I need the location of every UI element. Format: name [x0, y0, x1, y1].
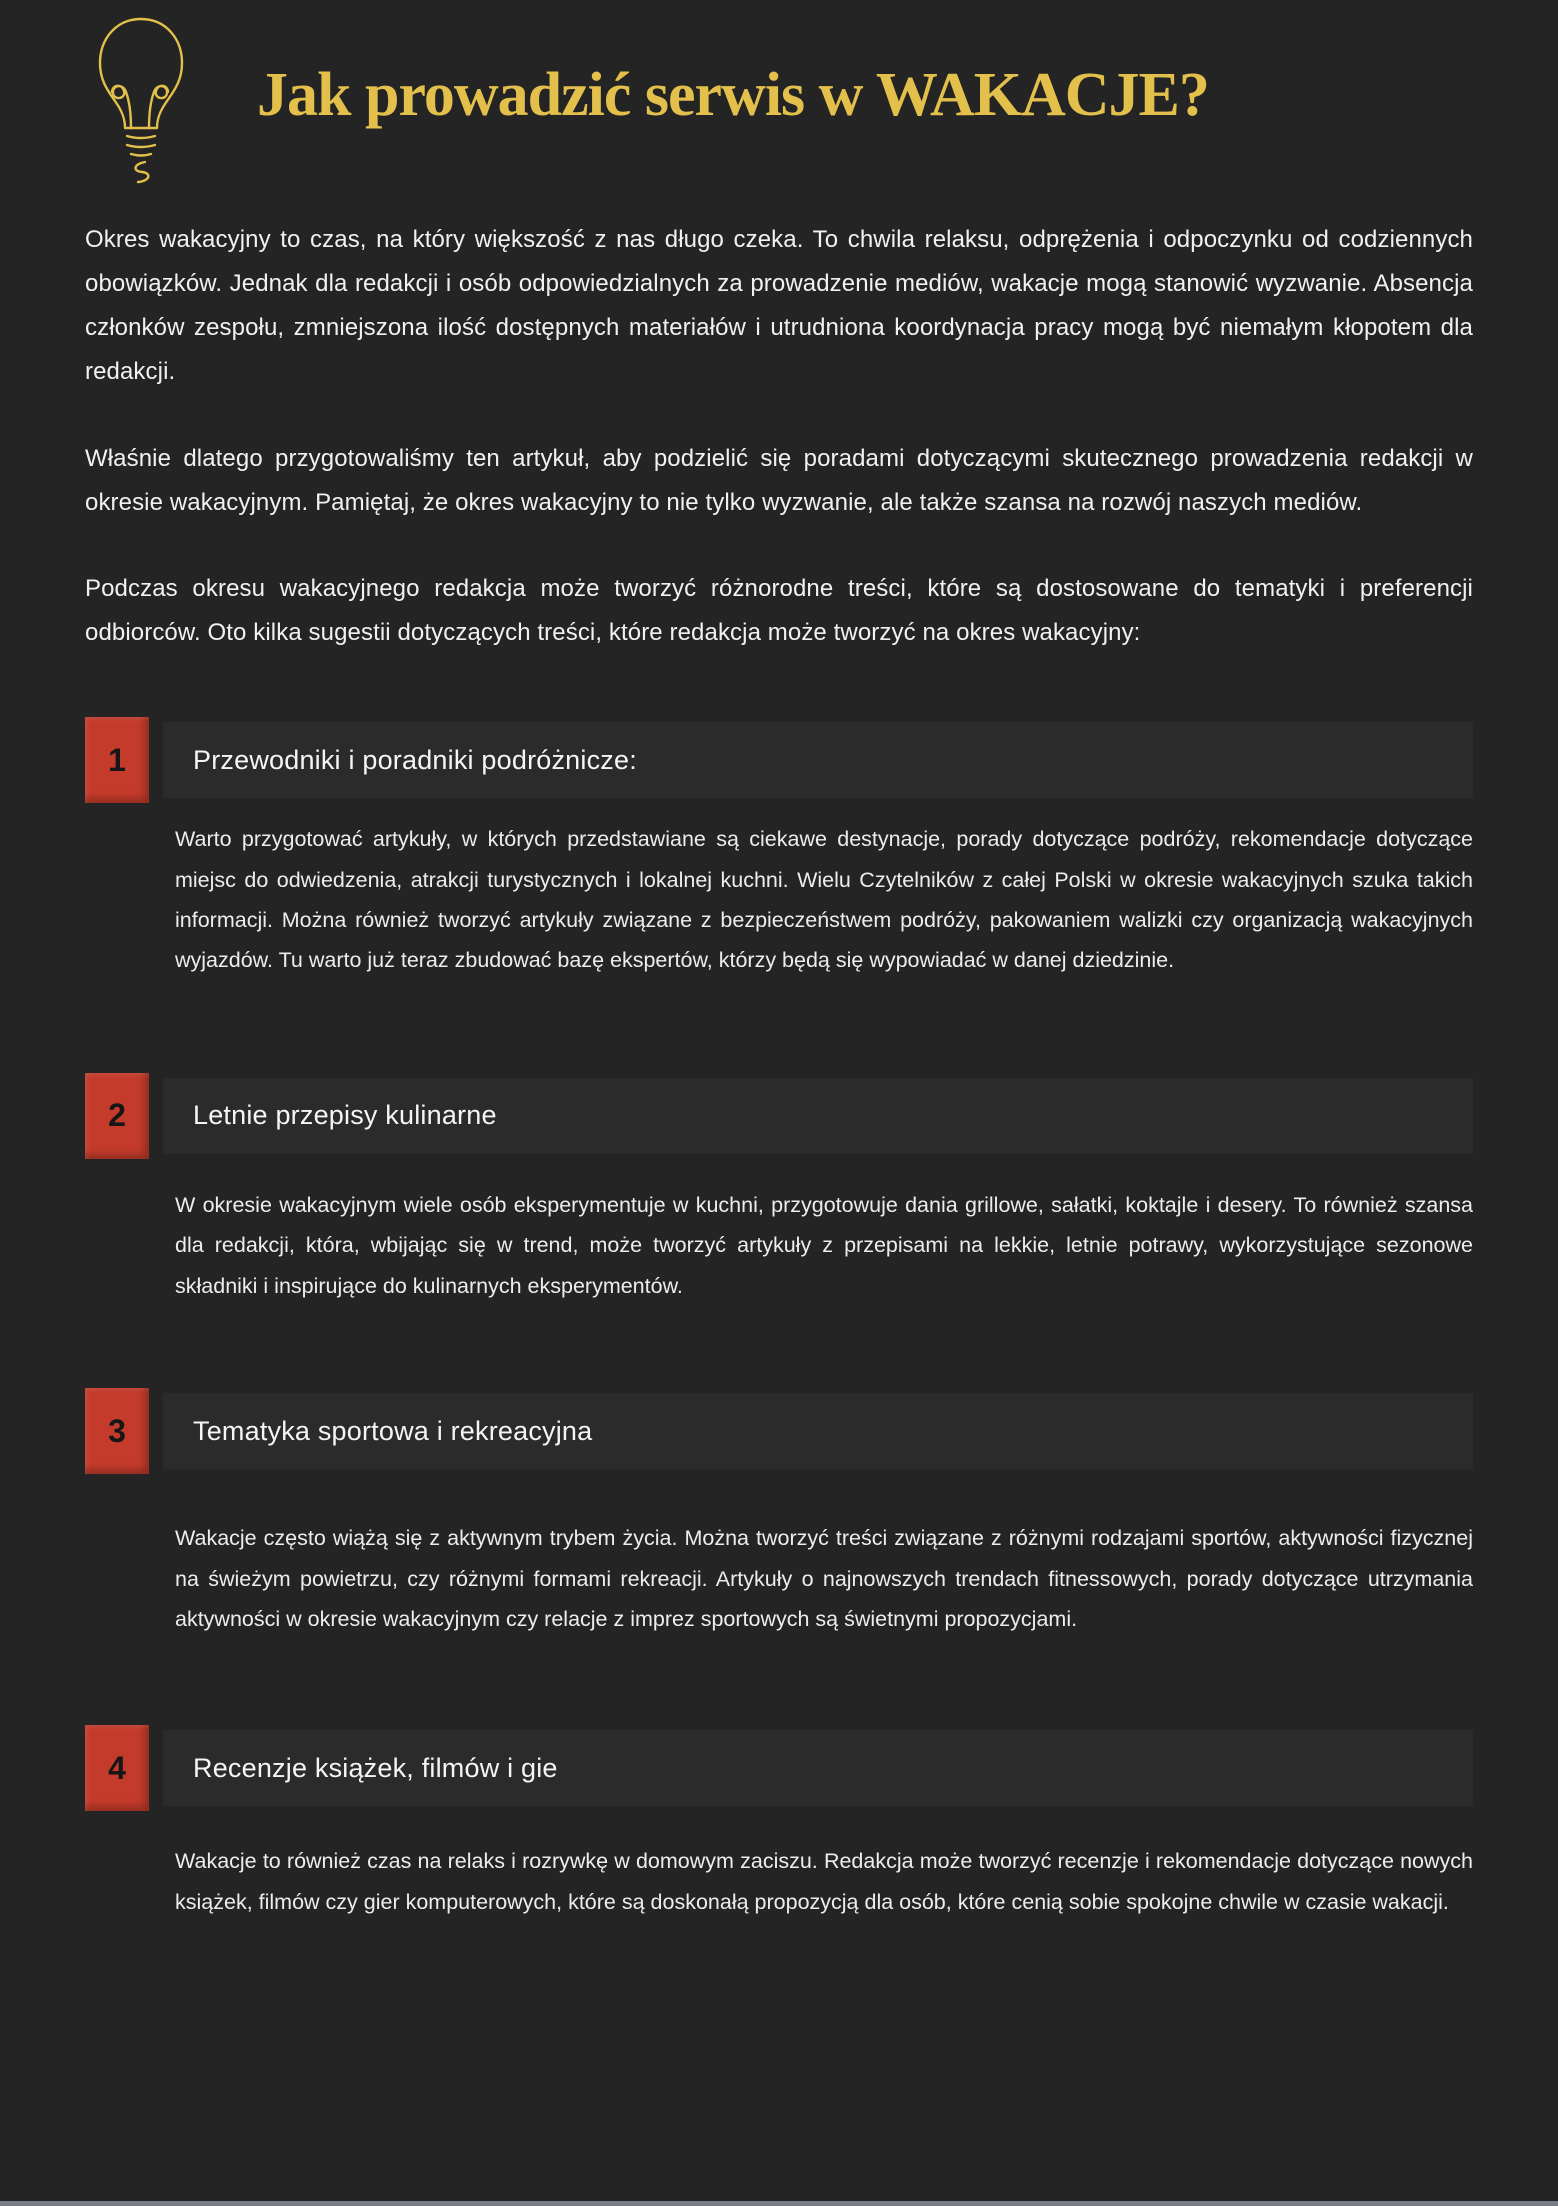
intro-paragraph-3: Podczas okresu wakacyjnego redakcja może tworzyć różnorodne treści, które są dostosowane do tematyki i preferencji odbiorców. Oto kilka sugestii dotyczących treści, które redakcja może tworzyć na okres wakacyjny:: [85, 574, 1473, 647]
section-4-title: Recenzje książek, filmów i gie: [193, 1752, 558, 1783]
section-1: [85, 717, 1473, 981]
intro-paragraph-2: Właśnie dlatego przygotowaliśmy ten artykuł, aby podzielić się poradami dotyczącymi skutecznego prowadzenia redakcji w okresie wakacyjnym. Pamiętaj, że okres wakacyjny to nie tylko wyzwanie, ale także szansa na rozwój naszych mediów.: [85, 444, 1473, 516]
section-2-body: W okresie wakacyjnym wiele osób eksperymentuje w kuchni, przygotowuje dania grillowe, sałatki, koktajle i desery. To również szansa dla redakcji, która, wbijając się w trend, może tworzyć artykuły z przepisami na lekkie, letnie potrawy, wykorzystujące sezonowe składniki i inspirujące do kulinarnych eksperymentów.: [175, 1192, 1473, 1298]
section-3: [85, 1388, 1473, 1639]
section-2: [85, 1073, 1473, 1306]
section-3-number-badge: 3: [85, 1388, 149, 1474]
section-2-number-badge: 2: [85, 1073, 149, 1159]
section-2-title: Letnie przepisy kulinarne: [193, 1100, 497, 1131]
intro-paragraph-1: Okres wakacyjny to czas, na który większość z nas długo czeka. To chwila relaksu, odprężenia i odpoczynku od codziennych obowiązków. Jednak dla redakcji i osób odpowiedzialnych za prowadzenie mediów, wakacje mogą stanowić wyzwanie. Absencja członków zespołu, zmniejszona ilość dostępnych materiałów i utrudniona koordynacja pracy mogą być niemałym kłopotem dla redakcji.: [85, 226, 1473, 386]
section-1-number-badge: 1: [85, 717, 149, 803]
section-4-body: Wakacje to również czas na relaks i rozrywkę w domowym zaciszu. Redakcja może tworzyć recenzje i rekomendacje dotyczące nowych książek, filmów czy gier komputerowych, które są doskonałą propozycją dla osób, które cenią sobie spokojne chwile w czasie wakacji.: [175, 1849, 1473, 1914]
section-4-number-badge: 4: [85, 1725, 149, 1811]
page-title: Jak prowadzić serwis w WAKACJE?: [257, 60, 1209, 129]
section-3-body: Wakacje często wiążą się z aktywnym trybem życia. Można tworzyć treści związane z różnymi rodzajami sportów, aktywności fizycznej na świeżym powietrzu, czy różnymi formami rekreacji. Artykuły o najnowszych trendach fitnessowych, porady dotyczące utrzymania aktywności w okresie wakacyjnym czy relacje z imprez sportowych są świetnymi propozycjami.: [175, 1526, 1473, 1631]
section-1-title: Przewodniki i poradniki podróżnicze:: [193, 744, 637, 775]
bottom-divider: [0, 2201, 1558, 2206]
section-4-header: [85, 1725, 1473, 1811]
section-1-header: [85, 717, 1473, 803]
section-3-title-bar: [163, 1393, 1473, 1469]
section-1-title-bar: [163, 722, 1473, 798]
section-2-header: [85, 1073, 1473, 1159]
section-3-header: [85, 1388, 1473, 1474]
section-4: [85, 1725, 1473, 1922]
section-3-title: Tematyka sportowa i rekreacyjna: [193, 1415, 593, 1446]
section-4-title-bar: [163, 1730, 1473, 1806]
page-header: [85, 0, 1473, 192]
section-1-body: Warto przygotować artykuły, w których przedstawiane są ciekawe destynacje, porady dotyczące podróży, rekomendacje dotyczące miejsc do odwiedzenia, atrakcji turystycznych i lokalnej kuchni. Wielu Czytelników z całej Polski w okresie wakacyjnych szuka takich informacji. Można również tworzyć artykuły związane z bezpieczeństwem podróży, pakowaniem walizki czy organizacją wakacyjnych wyjazdów. Tu warto już teraz zbudować bazę ekspertów, którzy będą się wypowiadać w danej dziedzinie.: [175, 827, 1473, 973]
section-2-title-bar: [163, 1078, 1473, 1154]
lightbulb-icon: [85, 12, 197, 192]
